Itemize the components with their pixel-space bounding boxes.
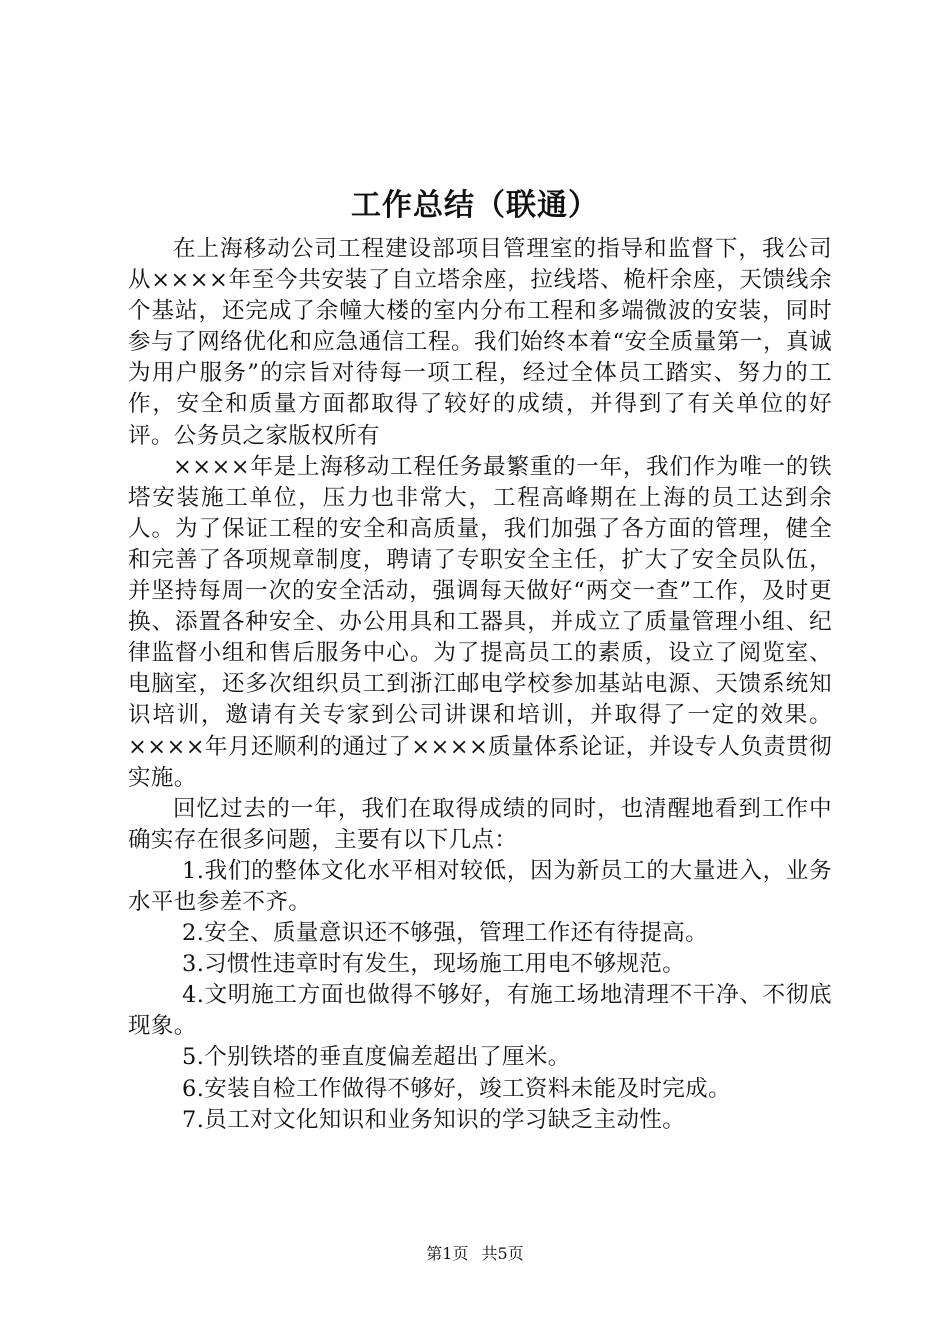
paragraph: 在上海移动公司工程建设部项目管理室的指导和监督下，我公司从××××年至今共安装了自立塔余座，拉线塔、桅杆余座，天馈线余个基站，还完成了余幢大楼的室内分布工程和多端微波的安装，同时参与了网络优化和应急通信工程。我们始终本着“安全质量第一，真诚为用户服务”的宗旨对待每一项工程，经过全体员工踏实、努力的工作，安全和质量方面都取得了较好的成绩，并得到了有关单位的好评。公务员之家版权所有 (128, 236, 832, 449)
paragraph: ××××年是上海移动工程任务最繁重的一年，我们作为唯一的铁塔安装施工单位，压力也非常大，工程高峰期在上海的员工达到余人。为了保证工程的安全和高质量，我们加强了各方面的管理，健全和完善了各项规章制度，聘请了专职安全主任，扩大了安全员队伍，并坚持每周一次的安全活动，强调每天做好“两交一查”工作，及时更换、添置各种安全、办公用具和工器具，并成立了质量管理小组、纪律监督小组和售后服务中心。为了提高员工的素质，设立了阅览室、电脑室，还多次组织员工到浙江邮电学校参加基站电源、天馈系统知识培训，邀请有关专家到公司讲课和培训，并取得了一定的效果。××××年月还顺利的通过了××××质量体系论证，并设专人负责贯彻实施。 (128, 453, 832, 791)
page-total: 共5页 (481, 1244, 524, 1263)
list-item: 7.员工对文化知识和业务知识的学习缺乏主动性。 (182, 1106, 686, 1133)
document-body (128, 234, 832, 1136)
page-footer (0, 1242, 950, 1266)
list-item: 3.习惯性违章时有发生，现场施工用电不够规范。 (182, 951, 686, 978)
page-number: 第1页 (426, 1244, 469, 1263)
list-item: 2.安全、质量意识还不够强，管理工作还有待提高。 (182, 920, 709, 947)
list-item: 1.我们的整体文化水平相对较低，因为新员工的大量进入，业务水平也参差不齐。 (128, 857, 832, 915)
page-title: 工作总结（联通） (351, 188, 599, 223)
paragraph: 回忆过去的一年，我们在取得成绩的同时，也清醒地看到工作中确实存在很多问题，主要有以下几点： (128, 795, 832, 853)
list-item: 4.文明施工方面也做得不够好，有施工场地清理不干净、不彻底现象。 (128, 982, 832, 1040)
list-item: 5.个别铁塔的垂直度偏差超出了厘米。 (182, 1044, 571, 1071)
list-item: 6.安装自检工作做得不够好，竣工资料未能及时完成。 (182, 1075, 731, 1102)
